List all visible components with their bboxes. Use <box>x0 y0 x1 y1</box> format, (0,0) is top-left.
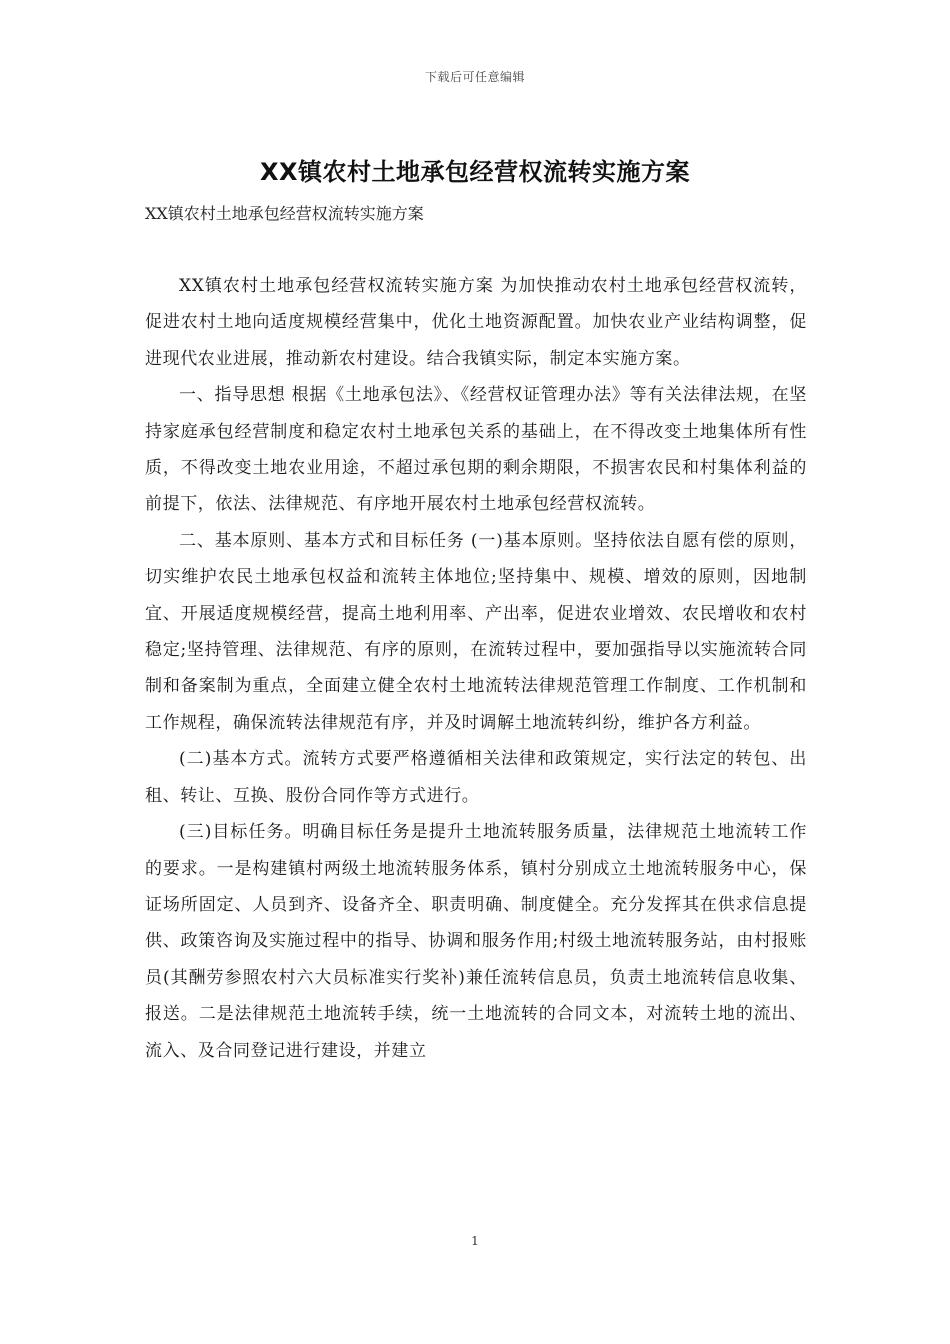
paragraph-guiding-ideology: 一、指导思想 根据《土地承包法》、《经营权证管理办法》等有关法律法规，在坚持家庭承包经营制度和稳定农村土地承包关系的基础上，在不得改变土地集体所有性质，不得改变土地农业用途，不超过承包期的剩余期限，不损害农民和村集体利益的前提下，依法、法律规范、有序地开展农村土地承包经营权流转。 <box>145 385 807 515</box>
document-title: XX镇农村土地承包经营权流转实施方案 <box>259 158 690 186</box>
paragraph-target-tasks: (三)目标任务。明确目标任务是提升土地流转服务质量，法律规范土地流转工作的要求。一是构建镇村两级土地流转服务体系，镇村分别成立土地流转服务中心，保证场所固定、人员到齐、设备齐全、职责明确、制度健全。充分发挥其在供求信息提供、政策咨询及实施过程中的指导、协调和服务作用;村级土地流转服务站，由村报账员(其酬劳参照农村六大员标准实行奖补)兼任流转信息员，负责土地流转信息收集、报送。二是法律规范土地流转手续，统一土地流转的合同文本，对流转土地的流出、流入、及合同登记进行建设，并建立 <box>145 822 807 1061</box>
paragraph-basic-methods: (二)基本方式。流转方式要严格遵循相关法律和政策规定，实行法定的转包、出租、转让、互换、股份合同作等方式进行。 <box>145 749 807 806</box>
header-note: 下载后可任意编辑 <box>424 70 525 84</box>
page-number: 1 <box>471 1234 479 1248</box>
document-subtitle: XX镇农村土地承包经营权流转实施方案 <box>145 204 424 223</box>
document-body <box>145 268 807 1069</box>
paragraph-basic-principles: 二、基本原则、基本方式和目标任务 (一)基本原则。坚持依法自愿有偿的原则，切实维护农民土地承包权益和流转主体地位;坚持集中、规模、增效的原则，因地制宜、开展适度规模经营，提高土地利用率、产出率，促进农业增效、农民增收和农村稳定;坚持管理、法律规范、有序的原则，在流转过程中，要加强指导以实施流转合同制和备案制为重点，全面建立健全农村土地流转法律规范管理工作制度、工作机制和工作规程，确保流转法律规范有序，并及时调解土地流转纠纷，维护各方利益。 <box>145 530 807 733</box>
paragraph-intro: XX镇农村土地承包经营权流转实施方案 为加快推动农村土地承包经营权流转，促进农村土地向适度规模经营集中，优化土地资源配置。加快农业产业结构调整，促进现代农业进展，推动新农村建设。结合我镇实际，制定本实施方案。 <box>145 276 807 369</box>
